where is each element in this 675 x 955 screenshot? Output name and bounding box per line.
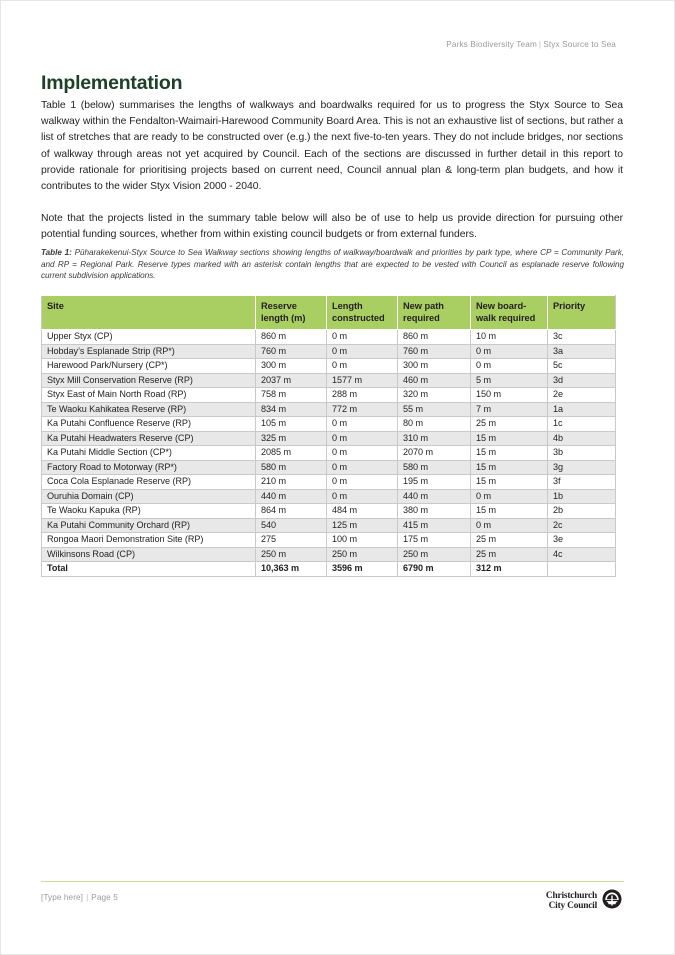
cell-length-constructed: 125 m (327, 518, 398, 533)
cell-reserve-length: 210 m (256, 475, 327, 490)
table-body (42, 330, 616, 577)
paragraph-1: Table 1 (below) summarises the lengths of walkways and boardwalks required for us to progress the Styx Source to Sea walkway within the Fendalton-Waimairi-Harewood Community Board Area. This is not an exhaustive list of sections, but rather a list of stretches that are ready to be constructed over (e.g.) the next five-to-ten years. They do not include bridges, nor sections of walkway through areas not yet acquired by Council. Each of the sections are discussed in further detail in this report to provide rationale for prioritising projects based on current need, Council annual plan & long-term plan budgets, and how it contributes to the wider Styx Vision 2000 - 2040. (41, 100, 623, 193)
cell-priority: 3a (548, 344, 616, 359)
cell-priority: 2b (548, 504, 616, 519)
cell-site: Rongoa Maori Demonstration Site (RP) (42, 533, 256, 548)
table-total-row (42, 562, 616, 577)
cell-reserve-length: 760 m (256, 344, 327, 359)
cell-new-path-required: 460 m (398, 373, 471, 388)
cell-new-path-required: 860 m (398, 330, 471, 345)
cell-site: Te Waoku Kahikatea Reserve (RP) (42, 402, 256, 417)
cell-reserve-length: 834 m (256, 402, 327, 417)
cell-length-constructed: 288 m (327, 388, 398, 403)
table-row (42, 402, 616, 417)
cell-new-path-required: 300 m (398, 359, 471, 374)
cell-site: Styx East of Main North Road (RP) (42, 388, 256, 403)
cell-new-path-required: 580 m (398, 460, 471, 475)
cell-length-constructed: 772 m (327, 402, 398, 417)
cell-new-path-required: 195 m (398, 475, 471, 490)
cell-length-constructed: 0 m (327, 460, 398, 475)
cell-reserve-length: 758 m (256, 388, 327, 403)
cell-length-constructed: 1577 m (327, 373, 398, 388)
cell-priority: 1c (548, 417, 616, 432)
column-header-priority: Priority (548, 296, 616, 330)
cell-reserve-length: 105 m (256, 417, 327, 432)
cell-priority: 1a (548, 402, 616, 417)
page-title: Implementation (41, 72, 183, 94)
table-row (42, 533, 616, 548)
cell-site: Hobday’s Esplanade Strip (RP*) (42, 344, 256, 359)
header-document: Styx Source to Sea (543, 40, 616, 49)
table-caption (41, 247, 624, 282)
council-logo-line1: Christchurch (545, 891, 597, 901)
column-header-new-boardwalk-required: New board-walk required (471, 296, 548, 330)
table-caption-label: Table 1: (41, 248, 72, 257)
cell-new-boardwalk-required: 15 m (471, 475, 548, 490)
table-row (42, 460, 616, 475)
cell-priority: 2c (548, 518, 616, 533)
note-paragraph-block (41, 211, 623, 243)
cell-site: Ka Putahi Community Orchard (RP) (42, 518, 256, 533)
cell-length-constructed: 484 m (327, 504, 398, 519)
paragraph-2: Note that the projects listed in the summary table below will also be of use to help us provide direction for pursuing other potential funding sources, whether from within existing council budgets or from external funders. (41, 213, 623, 241)
cell-new-boardwalk-required: 5 m (471, 373, 548, 388)
cell-reserve-length: 2037 m (256, 373, 327, 388)
cell-reserve-length: 325 m (256, 431, 327, 446)
cell-new-path-required: 55 m (398, 402, 471, 417)
cell-length-constructed: 0 m (327, 489, 398, 504)
table-row (42, 373, 616, 388)
cell-new-path-required: 80 m (398, 417, 471, 432)
cell-reserve-length: 440 m (256, 489, 327, 504)
cell-site: Ka Putahi Middle Section (CP*) (42, 446, 256, 461)
cell-new-path-required: 250 m (398, 547, 471, 562)
header-team: Parks Biodiversity Team (446, 40, 537, 49)
cell-site: Coca Cola Esplanade Reserve (RP) (42, 475, 256, 490)
cell-priority: 3d (548, 373, 616, 388)
cell-priority: 3b (548, 446, 616, 461)
cell-reserve-length: 300 m (256, 359, 327, 374)
table-row (42, 388, 616, 403)
table-row (42, 417, 616, 432)
column-header-new-path-required: New path required (398, 296, 471, 330)
cell-new-path-required: 320 m (398, 388, 471, 403)
council-emblem-icon (602, 889, 622, 914)
cell-new-boardwalk-required: 15 m (471, 446, 548, 461)
cell-site: Factory Road to Motorway (RP*) (42, 460, 256, 475)
table-header-row (42, 296, 616, 330)
cell-site: Styx Mill Conservation Reserve (RP) (42, 373, 256, 388)
cell-new-boardwalk-required: 0 m (471, 359, 548, 374)
cell-new-path-required: 175 m (398, 533, 471, 548)
cell-new-boardwalk-required: 25 m (471, 533, 548, 548)
column-header-reserve-length: Reserve length (m) (256, 296, 327, 330)
table-row (42, 446, 616, 461)
cell-site: Harewood Park/Nursery (CP*) (42, 359, 256, 374)
total-cell-reserve-length: 10,363 m (256, 562, 327, 577)
footer-separator: | (86, 893, 89, 902)
total-cell-length-constructed: 3596 m (327, 562, 398, 577)
cell-reserve-length: 2085 m (256, 446, 327, 461)
cell-site: Wilkinsons Road (CP) (42, 547, 256, 562)
cell-new-boardwalk-required: 0 m (471, 344, 548, 359)
cell-priority: 4b (548, 431, 616, 446)
cell-priority: 3c (548, 330, 616, 345)
cell-site: Te Waoku Kapuka (RP) (42, 504, 256, 519)
cell-reserve-length: 275 (256, 533, 327, 548)
council-logo (546, 889, 622, 914)
table-row (42, 504, 616, 519)
footer-text (41, 893, 118, 902)
cell-new-boardwalk-required: 15 m (471, 431, 548, 446)
cell-length-constructed: 100 m (327, 533, 398, 548)
cell-priority: 1b (548, 489, 616, 504)
table-row (42, 431, 616, 446)
intro-paragraph-block (41, 98, 623, 195)
cell-site: Upper Styx (CP) (42, 330, 256, 345)
cell-priority: 3g (548, 460, 616, 475)
table-row (42, 518, 616, 533)
footer-placeholder: [Type here] (41, 893, 84, 902)
cell-new-boardwalk-required: 25 m (471, 547, 548, 562)
cell-priority: 3e (548, 533, 616, 548)
total-cell-priority (548, 562, 616, 577)
cell-priority: 5c (548, 359, 616, 374)
column-header-length-constructed: Length constructed (327, 296, 398, 330)
table-row (42, 330, 616, 345)
cell-site: Ouruhia Domain (CP) (42, 489, 256, 504)
council-logo-line2: City Council (548, 900, 597, 911)
cell-reserve-length: 250 m (256, 547, 327, 562)
cell-length-constructed: 0 m (327, 417, 398, 432)
table-header (42, 296, 616, 330)
header-separator: | (538, 40, 542, 49)
cell-length-constructed: 0 m (327, 475, 398, 490)
cell-reserve-length: 540 (256, 518, 327, 533)
cell-new-boardwalk-required: 0 m (471, 518, 548, 533)
table-caption-text: Pūharakekenui-Styx Source to Sea Walkway sections showing lengths of walkway/boardwalk and priorities by park type, where CP = Community Park, and RP = Regional Park. Reserve types marked with an asterisk contain lengths that are expected to be vested with Council as esplanade reserve following current subdivision applications. (41, 248, 624, 281)
summary-table-wrapper (41, 295, 615, 577)
table-row (42, 475, 616, 490)
column-header-site: Site (42, 296, 256, 330)
cell-priority: 4c (548, 547, 616, 562)
cell-priority: 3f (548, 475, 616, 490)
cell-site: Ka Putahi Confluence Reserve (RP) (42, 417, 256, 432)
cell-new-path-required: 310 m (398, 431, 471, 446)
cell-reserve-length: 864 m (256, 504, 327, 519)
cell-length-constructed: 0 m (327, 344, 398, 359)
table-row (42, 547, 616, 562)
table-row (42, 359, 616, 374)
table-row (42, 489, 616, 504)
footer-page-number: Page 5 (91, 893, 118, 902)
cell-new-path-required: 760 m (398, 344, 471, 359)
total-cell-new-boardwalk-required: 312 m (471, 562, 548, 577)
cell-reserve-length: 860 m (256, 330, 327, 345)
running-header (41, 40, 616, 49)
cell-new-path-required: 415 m (398, 518, 471, 533)
cell-priority: 2e (548, 388, 616, 403)
cell-site: Ka Putahi Headwaters Reserve (CP) (42, 431, 256, 446)
cell-length-constructed: 250 m (327, 547, 398, 562)
cell-new-boardwalk-required: 10 m (471, 330, 548, 345)
cell-new-boardwalk-required: 25 m (471, 417, 548, 432)
walkway-summary-table (41, 295, 616, 577)
cell-new-path-required: 2070 m (398, 446, 471, 461)
cell-new-boardwalk-required: 15 m (471, 460, 548, 475)
cell-new-path-required: 380 m (398, 504, 471, 519)
cell-new-boardwalk-required: 15 m (471, 504, 548, 519)
cell-length-constructed: 0 m (327, 446, 398, 461)
total-cell-new-path-required: 6790 m (398, 562, 471, 577)
cell-length-constructed: 0 m (327, 431, 398, 446)
cell-new-boardwalk-required: 0 m (471, 489, 548, 504)
footer-divider (41, 881, 624, 882)
cell-length-constructed: 0 m (327, 330, 398, 345)
table-row (42, 344, 616, 359)
cell-new-boardwalk-required: 150 m (471, 388, 548, 403)
council-logo-text (546, 892, 597, 911)
cell-new-path-required: 440 m (398, 489, 471, 504)
total-cell-site: Total (42, 562, 256, 577)
cell-length-constructed: 0 m (327, 359, 398, 374)
cell-reserve-length: 580 m (256, 460, 327, 475)
cell-new-boardwalk-required: 7 m (471, 402, 548, 417)
